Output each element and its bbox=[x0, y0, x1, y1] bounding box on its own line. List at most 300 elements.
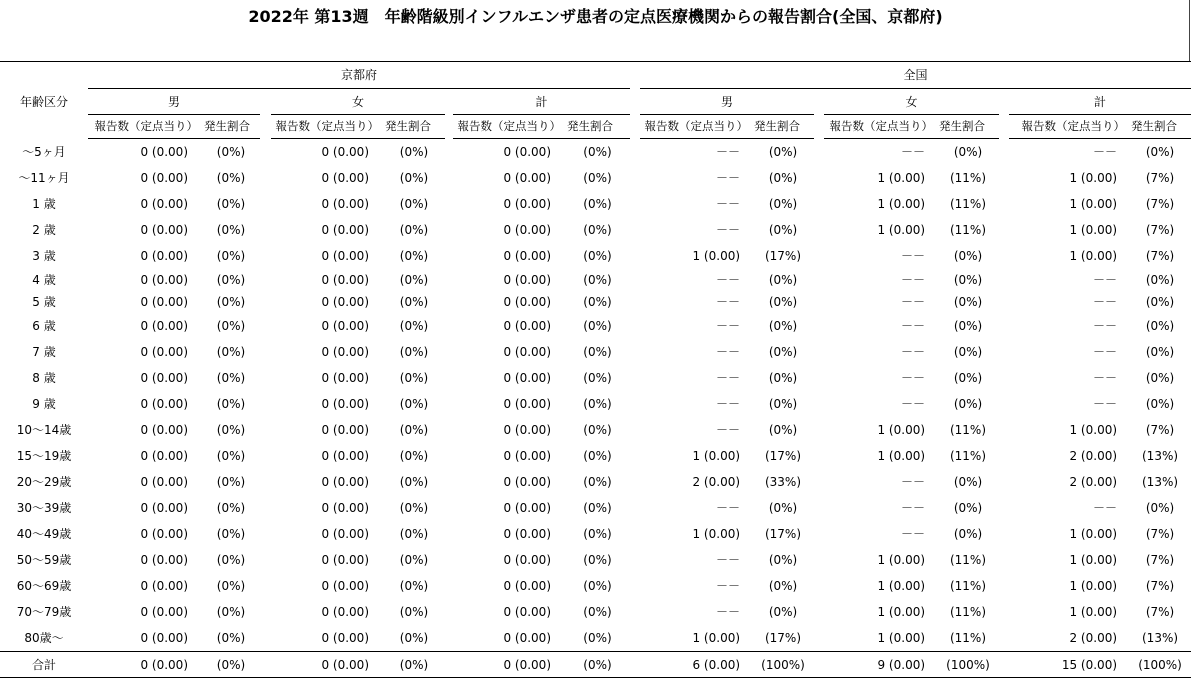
col-header-rate: 発生割合 bbox=[937, 115, 999, 139]
report-count-cell: －－ bbox=[901, 319, 926, 333]
rate-cell: (7%) bbox=[1145, 249, 1175, 263]
rate-cell: (0%) bbox=[216, 223, 246, 237]
rate-cell: (0%) bbox=[1145, 345, 1175, 359]
rate-cell: (13%) bbox=[1142, 631, 1179, 645]
rate-cell: (100%) bbox=[937, 652, 999, 678]
report-count-cell: 1 (0.00) bbox=[877, 197, 926, 211]
gap bbox=[630, 469, 640, 495]
gap bbox=[630, 243, 640, 269]
gap bbox=[630, 339, 640, 365]
gap bbox=[814, 339, 824, 365]
report-count-cell: 0 (0.00) bbox=[321, 579, 369, 593]
header-row-sub bbox=[0, 115, 1191, 139]
report-count-cell: 1 (0.00) bbox=[877, 449, 926, 463]
gap bbox=[999, 495, 1009, 521]
rate-cell: (13%) bbox=[1142, 475, 1179, 489]
report-count-cell: －－ bbox=[716, 273, 741, 287]
rate-cell: (0%) bbox=[216, 527, 246, 541]
rate-cell: (11%) bbox=[949, 423, 987, 437]
report-count-cell: 1 (0.00) bbox=[692, 249, 741, 263]
rate-cell: (7%) bbox=[1145, 527, 1175, 541]
report-count-cell: 1 (0.00) bbox=[1069, 223, 1118, 237]
rate-cell: (0%) bbox=[583, 345, 612, 359]
gap bbox=[630, 495, 640, 521]
rate-cell: (11%) bbox=[949, 449, 987, 463]
region-header-kyoto: 京都府 bbox=[88, 62, 630, 89]
gap bbox=[814, 469, 824, 495]
report-count-cell: 0 (0.00) bbox=[321, 605, 369, 619]
report-count-cell: 0 (0.00) bbox=[140, 197, 188, 211]
rate-cell: (17%) bbox=[764, 527, 802, 541]
report-count-cell: 9 (0.00) bbox=[824, 652, 937, 678]
rate-cell: (0%) bbox=[565, 652, 630, 678]
age-label: 6 歳 bbox=[32, 319, 56, 333]
rate-cell: (0%) bbox=[216, 475, 246, 489]
report-count-cell: 0 (0.00) bbox=[140, 501, 188, 515]
gap bbox=[999, 443, 1009, 469]
age-label: 9 歳 bbox=[32, 397, 56, 411]
rate-cell: (0%) bbox=[768, 223, 798, 237]
gap bbox=[814, 599, 824, 625]
gap bbox=[260, 217, 271, 243]
rate-cell: (11%) bbox=[949, 605, 987, 619]
gap bbox=[260, 443, 271, 469]
rate-cell: (13%) bbox=[1142, 449, 1179, 463]
report-count-cell: －－ bbox=[901, 249, 926, 263]
rate-cell: (0%) bbox=[953, 345, 983, 359]
rate-cell: (0%) bbox=[216, 605, 246, 619]
rate-cell: (0%) bbox=[583, 197, 612, 211]
gap bbox=[630, 573, 640, 599]
rate-cell: (11%) bbox=[949, 553, 987, 567]
report-count-cell: －－ bbox=[901, 273, 926, 287]
rate-cell: (0%) bbox=[768, 171, 798, 185]
col-header-count: 報告数（定点当り） bbox=[824, 115, 937, 139]
col-header-rate: 発生割合 bbox=[565, 115, 630, 139]
col-header-count: 報告数（定点当り） bbox=[1009, 115, 1129, 139]
gap bbox=[999, 269, 1009, 291]
report-count-cell: 1 (0.00) bbox=[877, 631, 926, 645]
col-header-rate: 発生割合 bbox=[1129, 115, 1191, 139]
report-count-cell: －－ bbox=[716, 197, 741, 211]
gap bbox=[630, 139, 640, 166]
gap bbox=[630, 599, 640, 625]
rate-cell: (7%) bbox=[1145, 171, 1175, 185]
rate-cell: (0%) bbox=[768, 371, 798, 385]
rate-cell: (0%) bbox=[583, 423, 612, 437]
report-count-cell: 0 (0.00) bbox=[503, 527, 551, 541]
table-row bbox=[0, 443, 1191, 469]
rate-cell: (0%) bbox=[216, 345, 246, 359]
report-count-cell: －－ bbox=[1093, 273, 1118, 287]
gap bbox=[814, 443, 824, 469]
gap bbox=[814, 165, 824, 191]
report-count-cell: 1 (0.00) bbox=[1069, 197, 1118, 211]
age-label: 1 歳 bbox=[32, 197, 56, 211]
rate-cell: (0%) bbox=[953, 295, 983, 309]
gap bbox=[260, 599, 271, 625]
table-row bbox=[0, 521, 1191, 547]
page-title: 2022年 第13週 年齢階級別インフルエンザ患者の定点医療機関からの報告割合(全国、京都府) bbox=[248, 7, 943, 26]
gap bbox=[814, 217, 824, 243]
gap bbox=[260, 115, 271, 139]
report-count-cell: 0 (0.00) bbox=[503, 319, 551, 333]
report-count-cell: 15 (0.00) bbox=[1009, 652, 1129, 678]
report-count-cell: －－ bbox=[901, 345, 926, 359]
rate-cell: (0%) bbox=[399, 397, 429, 411]
gap bbox=[630, 443, 640, 469]
report-count-cell: 1 (0.00) bbox=[1069, 605, 1118, 619]
gap bbox=[999, 89, 1009, 115]
gap bbox=[260, 139, 271, 166]
report-count-cell: 0 (0.00) bbox=[321, 295, 369, 309]
gap bbox=[260, 191, 271, 217]
gap bbox=[445, 89, 453, 115]
report-count-cell: 0 (0.00) bbox=[321, 145, 369, 159]
region-header-national: 全国 bbox=[640, 62, 1191, 89]
report-count-cell: －－ bbox=[716, 501, 741, 515]
report-count-cell: 0 (0.00) bbox=[503, 223, 551, 237]
gap bbox=[814, 243, 824, 269]
gap bbox=[445, 269, 453, 291]
rate-cell: (0%) bbox=[1145, 397, 1175, 411]
report-count-cell: －－ bbox=[716, 605, 741, 619]
rate-cell: (0%) bbox=[953, 475, 983, 489]
col-header-count: 報告数（定点当り） bbox=[88, 115, 202, 139]
gap bbox=[814, 291, 824, 313]
rate-cell: (0%) bbox=[216, 171, 246, 185]
gap bbox=[445, 521, 453, 547]
report-count-cell: 0 (0.00) bbox=[503, 273, 551, 287]
report-count-cell: －－ bbox=[716, 345, 741, 359]
gap bbox=[630, 291, 640, 313]
gap bbox=[814, 269, 824, 291]
rate-cell: (0%) bbox=[768, 553, 798, 567]
rate-cell: (100%) bbox=[1129, 652, 1191, 678]
gap bbox=[999, 291, 1009, 313]
age-label: 5 歳 bbox=[32, 295, 56, 309]
report-count-cell: 0 (0.00) bbox=[321, 249, 369, 263]
gap bbox=[260, 391, 271, 417]
report-count-cell: 0 (0.00) bbox=[140, 397, 188, 411]
rate-cell: (0%) bbox=[399, 145, 429, 159]
report-count-cell: 0 (0.00) bbox=[503, 449, 551, 463]
rate-cell: (0%) bbox=[202, 652, 260, 678]
report-count-cell: 1 (0.00) bbox=[877, 553, 926, 567]
report-count-cell: 1 (0.00) bbox=[877, 579, 926, 593]
gap bbox=[260, 269, 271, 291]
report-count-cell: 0 (0.00) bbox=[503, 197, 551, 211]
age-label: 2 歳 bbox=[32, 223, 56, 237]
report-count-cell: －－ bbox=[1093, 145, 1118, 159]
rate-cell: (0%) bbox=[768, 423, 798, 437]
report-count-cell: －－ bbox=[901, 295, 926, 309]
rate-cell: (0%) bbox=[768, 273, 798, 287]
rate-cell: (0%) bbox=[399, 579, 429, 593]
rate-cell: (0%) bbox=[953, 501, 983, 515]
gap bbox=[814, 313, 824, 339]
rate-cell: (0%) bbox=[583, 605, 612, 619]
age-label: 60～69歳 bbox=[16, 579, 72, 593]
header-row-sex bbox=[0, 89, 1191, 115]
report-count-cell: 1 (0.00) bbox=[1069, 553, 1118, 567]
rate-cell: (0%) bbox=[399, 223, 429, 237]
report-count-cell: 0 (0.00) bbox=[321, 371, 369, 385]
gap bbox=[445, 443, 453, 469]
rate-cell: (0%) bbox=[216, 501, 246, 515]
report-count-cell: －－ bbox=[716, 371, 741, 385]
gap bbox=[445, 495, 453, 521]
rate-cell: (0%) bbox=[399, 449, 429, 463]
rate-cell: (0%) bbox=[768, 501, 798, 515]
report-count-cell: 1 (0.00) bbox=[1069, 171, 1118, 185]
rate-cell: (100%) bbox=[752, 652, 814, 678]
gap bbox=[445, 191, 453, 217]
gap bbox=[260, 573, 271, 599]
col-header-rate: 発生割合 bbox=[383, 115, 445, 139]
header-row-region bbox=[0, 62, 1191, 89]
gap bbox=[999, 313, 1009, 339]
report-count-cell: 0 (0.00) bbox=[503, 423, 551, 437]
report-count-cell: 2 (0.00) bbox=[1069, 475, 1118, 489]
report-count-cell: 0 (0.00) bbox=[503, 249, 551, 263]
report-count-cell: 0 (0.00) bbox=[140, 345, 188, 359]
table-row bbox=[0, 291, 1191, 313]
report-count-cell: 0 (0.00) bbox=[503, 605, 551, 619]
gap bbox=[999, 547, 1009, 573]
age-label: 20～29歳 bbox=[16, 475, 72, 489]
rate-cell: (0%) bbox=[583, 527, 612, 541]
report-count-cell: 0 (0.00) bbox=[503, 295, 551, 309]
rate-cell: (0%) bbox=[216, 371, 246, 385]
report-count-cell: －－ bbox=[1093, 345, 1118, 359]
gap bbox=[445, 365, 453, 391]
rate-cell: (0%) bbox=[953, 319, 983, 333]
rate-cell: (7%) bbox=[1145, 197, 1175, 211]
rate-cell: (0%) bbox=[583, 371, 612, 385]
table-row bbox=[0, 139, 1191, 166]
gap bbox=[630, 62, 640, 89]
gap bbox=[814, 391, 824, 417]
age-label: 合計 bbox=[0, 652, 88, 678]
table-row bbox=[0, 313, 1191, 339]
rate-cell: (0%) bbox=[953, 527, 983, 541]
rate-cell: (11%) bbox=[949, 579, 987, 593]
report-count-cell: －－ bbox=[1093, 319, 1118, 333]
table-row bbox=[0, 269, 1191, 291]
gap bbox=[630, 165, 640, 191]
report-count-cell: 0 (0.00) bbox=[321, 319, 369, 333]
rate-cell: (0%) bbox=[399, 171, 429, 185]
gap bbox=[630, 365, 640, 391]
gap bbox=[999, 365, 1009, 391]
rate-cell: (0%) bbox=[216, 579, 246, 593]
rate-cell: (0%) bbox=[399, 295, 429, 309]
rate-cell: (0%) bbox=[216, 553, 246, 567]
report-count-cell: 0 (0.00) bbox=[140, 371, 188, 385]
rate-cell: (0%) bbox=[399, 605, 429, 619]
table-row bbox=[0, 495, 1191, 521]
rate-cell: (0%) bbox=[583, 145, 612, 159]
report-count-cell: 1 (0.00) bbox=[877, 605, 926, 619]
rate-cell: (0%) bbox=[399, 553, 429, 567]
gap bbox=[445, 469, 453, 495]
table-row bbox=[0, 339, 1191, 365]
rate-cell: (7%) bbox=[1145, 605, 1175, 619]
gap bbox=[445, 625, 453, 652]
rate-cell: (0%) bbox=[583, 475, 612, 489]
gap bbox=[445, 417, 453, 443]
rate-cell: (0%) bbox=[583, 631, 612, 645]
table-row bbox=[0, 391, 1191, 417]
gap bbox=[445, 217, 453, 243]
gap bbox=[630, 521, 640, 547]
gap bbox=[260, 365, 271, 391]
gap bbox=[260, 417, 271, 443]
table-row bbox=[0, 547, 1191, 573]
report-count-cell: 0 (0.00) bbox=[321, 345, 369, 359]
report-count-cell: 0 (0.00) bbox=[321, 223, 369, 237]
table-row bbox=[0, 217, 1191, 243]
col-header-count: 報告数（定点当り） bbox=[453, 115, 565, 139]
gap bbox=[630, 89, 640, 115]
gap bbox=[630, 217, 640, 243]
gap bbox=[260, 339, 271, 365]
age-label: 3 歳 bbox=[32, 249, 56, 263]
rate-cell: (0%) bbox=[583, 249, 612, 263]
gap bbox=[814, 547, 824, 573]
gap bbox=[260, 291, 271, 313]
gap bbox=[260, 495, 271, 521]
gap bbox=[260, 313, 271, 339]
rate-cell: (0%) bbox=[953, 371, 983, 385]
report-count-cell: 1 (0.00) bbox=[692, 449, 741, 463]
gap bbox=[445, 573, 453, 599]
gap bbox=[814, 417, 824, 443]
rate-cell: (0%) bbox=[583, 501, 612, 515]
age-label: 80歳～ bbox=[24, 631, 64, 645]
age-label: 8 歳 bbox=[32, 371, 56, 385]
gap bbox=[630, 269, 640, 291]
sex-header-national-female: 女 bbox=[824, 89, 999, 115]
report-count-cell: 0 (0.00) bbox=[271, 652, 383, 678]
col-header-count: 報告数（定点当り） bbox=[271, 115, 383, 139]
report-count-cell: 0 (0.00) bbox=[321, 423, 369, 437]
gap bbox=[814, 191, 824, 217]
report-count-cell: －－ bbox=[716, 319, 741, 333]
report-count-cell: 0 (0.00) bbox=[140, 605, 188, 619]
report-count-cell: －－ bbox=[716, 171, 741, 185]
report-count-cell: －－ bbox=[716, 423, 741, 437]
rate-cell: (0%) bbox=[1145, 319, 1175, 333]
report-count-cell: 0 (0.00) bbox=[321, 171, 369, 185]
age-label: 7 歳 bbox=[32, 345, 56, 359]
report-count-cell: －－ bbox=[901, 475, 926, 489]
report-count-cell: 0 (0.00) bbox=[321, 197, 369, 211]
age-label: 70～79歳 bbox=[16, 605, 72, 619]
report-count-cell: 2 (0.00) bbox=[692, 475, 741, 489]
gap bbox=[999, 339, 1009, 365]
table-row bbox=[0, 365, 1191, 391]
report-count-cell: －－ bbox=[901, 397, 926, 411]
sex-header-kyoto-female: 女 bbox=[271, 89, 445, 115]
gap bbox=[630, 115, 640, 139]
gap bbox=[630, 313, 640, 339]
report-count-cell: 0 (0.00) bbox=[88, 652, 202, 678]
report-count-cell: －－ bbox=[716, 295, 741, 309]
rate-cell: (0%) bbox=[768, 145, 798, 159]
gap bbox=[999, 417, 1009, 443]
rate-cell: (17%) bbox=[764, 249, 802, 263]
gap bbox=[999, 573, 1009, 599]
report-count-cell: －－ bbox=[1093, 371, 1118, 385]
gap bbox=[999, 391, 1009, 417]
gap bbox=[999, 243, 1009, 269]
rate-cell: (0%) bbox=[399, 197, 429, 211]
gap bbox=[260, 243, 271, 269]
rate-cell: (0%) bbox=[583, 579, 612, 593]
gap bbox=[445, 547, 453, 573]
report-count-cell: 0 (0.00) bbox=[140, 631, 188, 645]
sex-header-kyoto-total: 計 bbox=[453, 89, 630, 115]
rate-cell: (0%) bbox=[216, 145, 246, 159]
sex-header-kyoto-male: 男 bbox=[88, 89, 260, 115]
report-count-cell: 6 (0.00) bbox=[640, 652, 752, 678]
rate-cell: (11%) bbox=[949, 223, 987, 237]
report-count-cell: －－ bbox=[901, 371, 926, 385]
table-row bbox=[0, 191, 1191, 217]
report-count-cell: －－ bbox=[716, 553, 741, 567]
report-count-cell: 1 (0.00) bbox=[1069, 527, 1118, 541]
report-count-cell: －－ bbox=[901, 501, 926, 515]
age-label: 30～39歳 bbox=[16, 501, 72, 515]
rate-cell: (0%) bbox=[953, 145, 983, 159]
rate-cell: (11%) bbox=[949, 171, 987, 185]
report-count-cell: 0 (0.00) bbox=[503, 475, 551, 489]
rate-cell: (0%) bbox=[768, 579, 798, 593]
report-count-cell: 2 (0.00) bbox=[1069, 449, 1118, 463]
rate-cell: (0%) bbox=[953, 397, 983, 411]
gap bbox=[814, 89, 824, 115]
report-count-cell: －－ bbox=[901, 527, 926, 541]
gap bbox=[260, 625, 271, 652]
rate-cell: (0%) bbox=[216, 249, 246, 263]
gap bbox=[999, 625, 1009, 652]
report-count-cell: 0 (0.00) bbox=[503, 171, 551, 185]
gap bbox=[260, 521, 271, 547]
rate-cell: (0%) bbox=[399, 423, 429, 437]
rate-cell: (0%) bbox=[768, 605, 798, 619]
gap bbox=[814, 139, 824, 166]
table-row bbox=[0, 243, 1191, 269]
report-count-cell: 1 (0.00) bbox=[692, 631, 741, 645]
gap bbox=[630, 191, 640, 217]
gap bbox=[630, 547, 640, 573]
report-count-cell: 0 (0.00) bbox=[321, 397, 369, 411]
report-count-cell: －－ bbox=[716, 223, 741, 237]
rate-cell: (0%) bbox=[216, 449, 246, 463]
rate-cell: (0%) bbox=[216, 197, 246, 211]
rate-cell: (0%) bbox=[583, 553, 612, 567]
report-count-cell: 1 (0.00) bbox=[1069, 579, 1118, 593]
report-count-cell: 0 (0.00) bbox=[503, 371, 551, 385]
table-row bbox=[0, 417, 1191, 443]
rate-cell: (0%) bbox=[399, 475, 429, 489]
gap bbox=[445, 115, 453, 139]
gap bbox=[445, 391, 453, 417]
gap bbox=[999, 521, 1009, 547]
gap bbox=[999, 191, 1009, 217]
